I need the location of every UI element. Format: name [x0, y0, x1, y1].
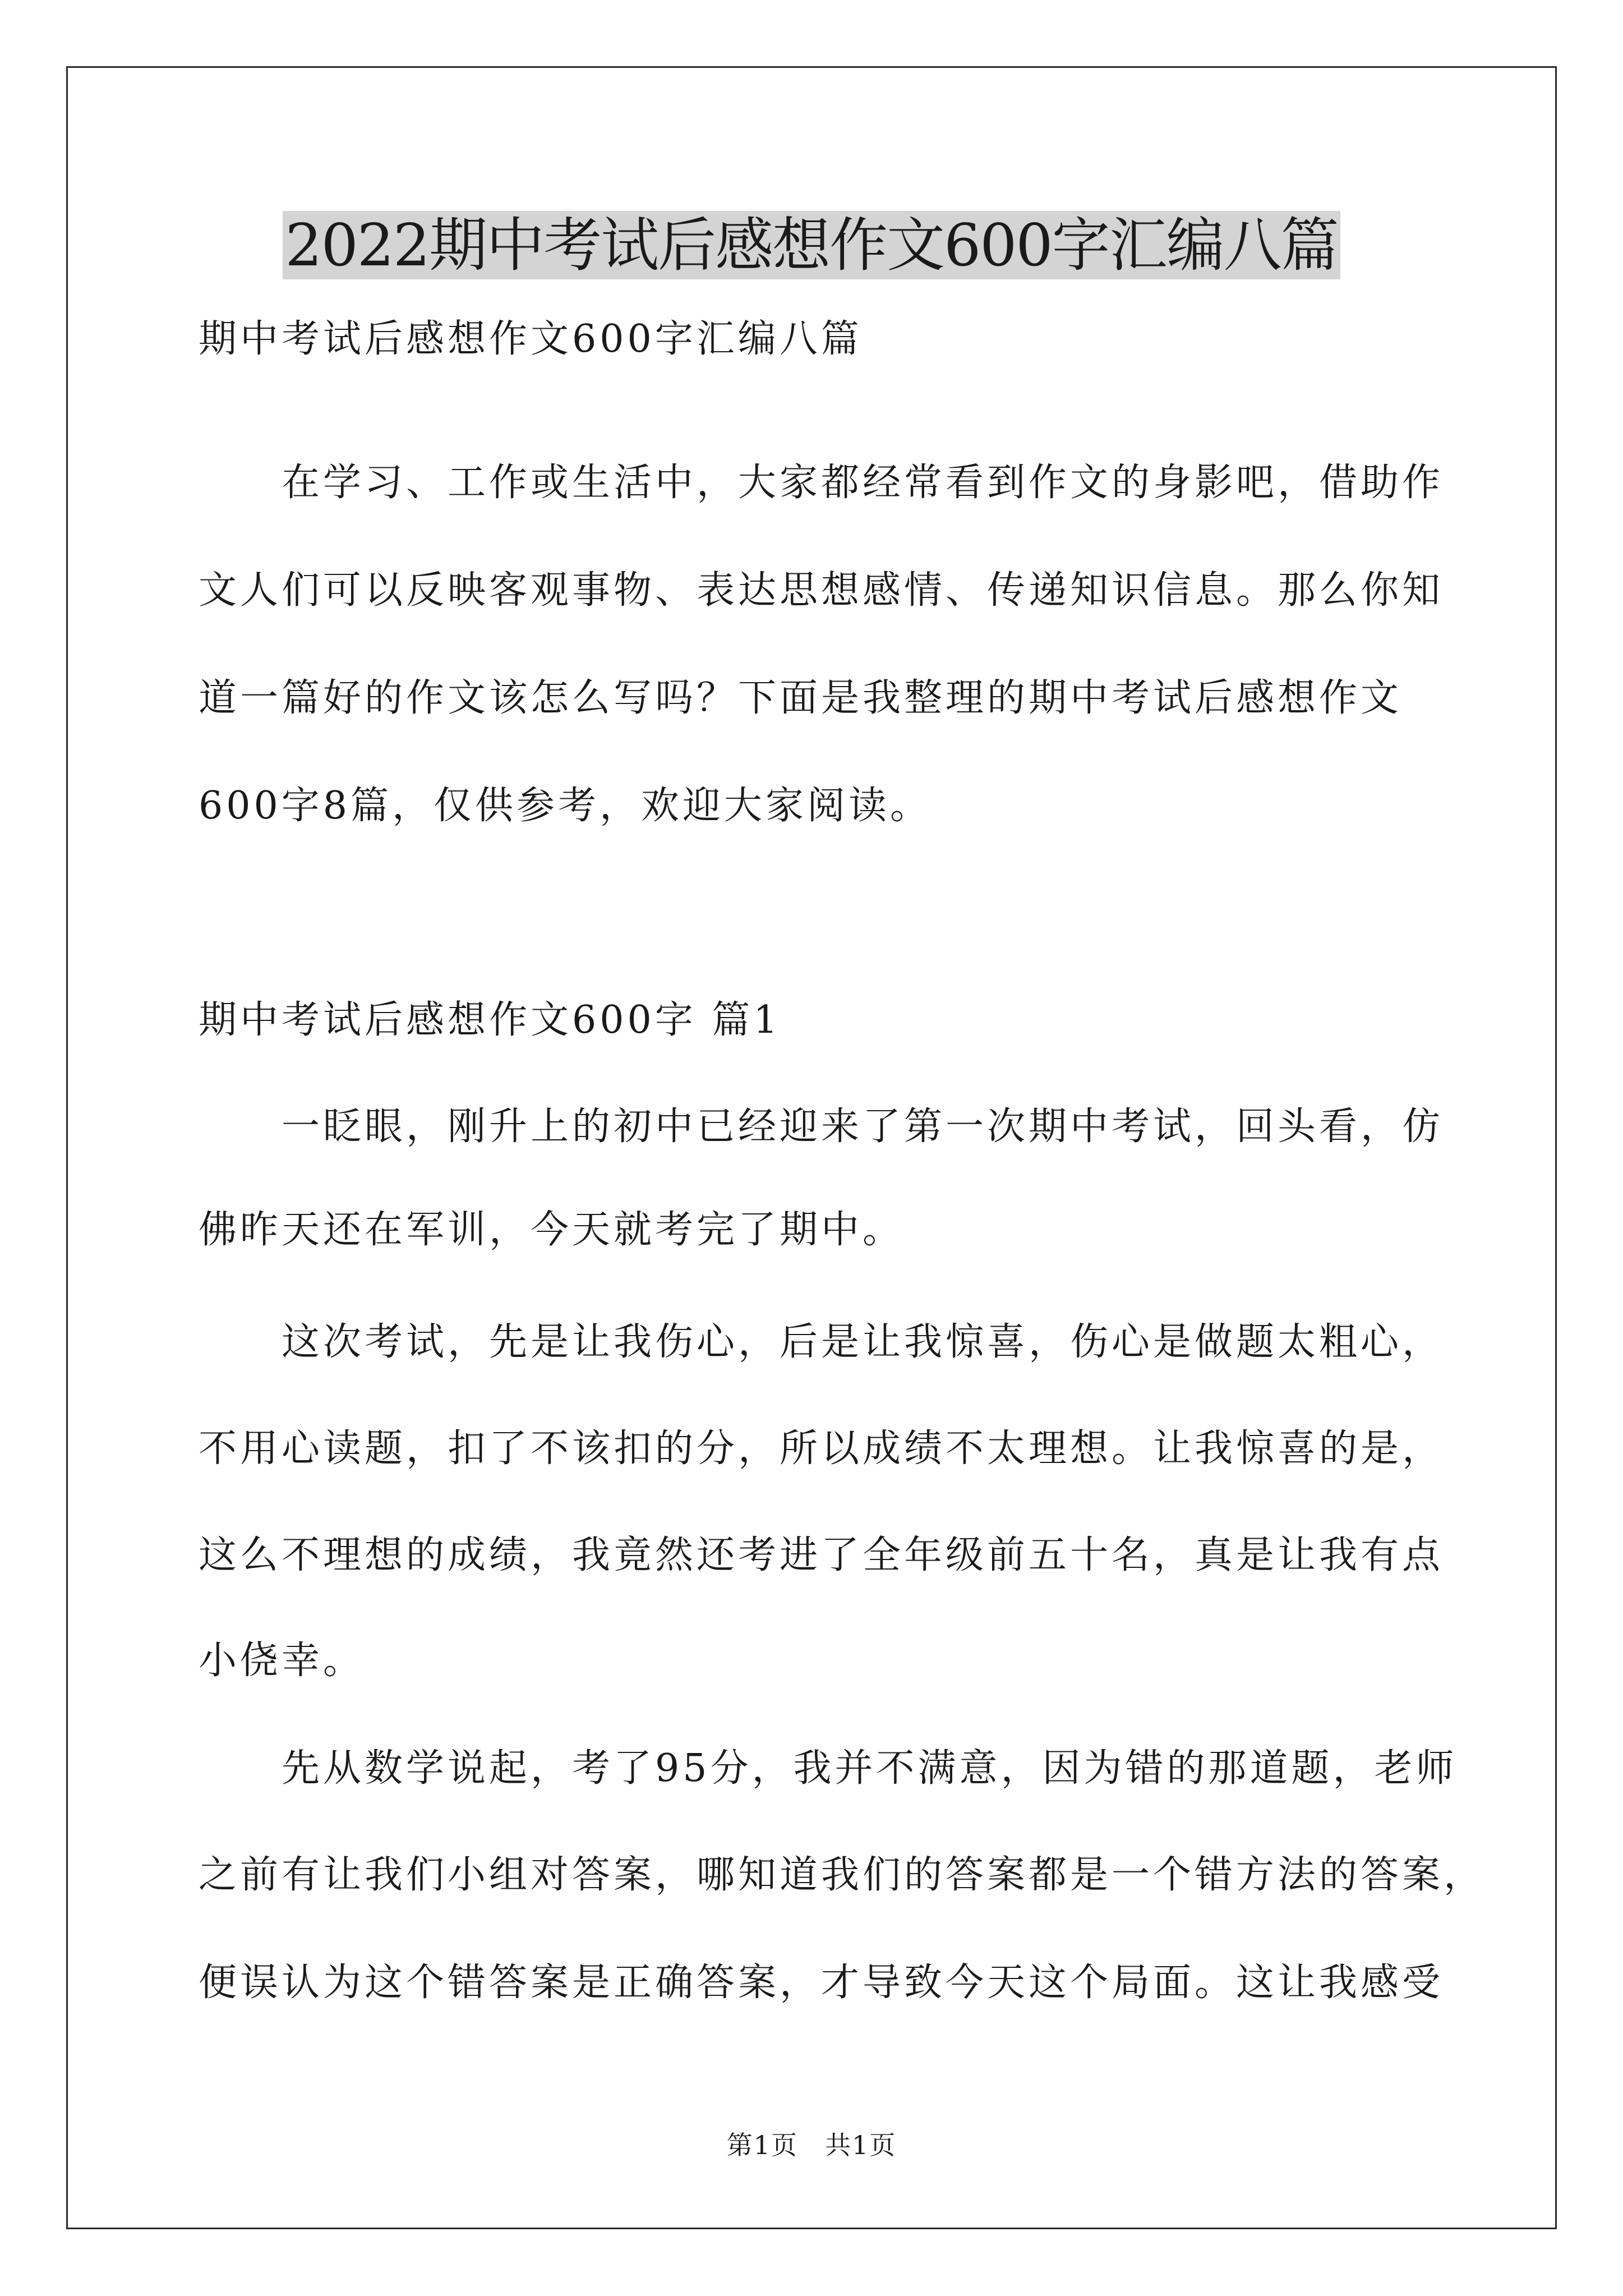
document-subtitle: 期中考试后感想作文600字汇编八篇	[199, 317, 863, 361]
intro-line: 600字8篇，仅供参考，欢迎大家阅读。	[199, 784, 932, 828]
paragraph-line: 之前有让我们小组对答案，哪知道我们的答案都是一个错方法的答案，	[199, 1853, 1486, 1897]
paragraph-line: 佛昨天还在军训，今天就考完了期中。	[199, 1208, 905, 1252]
paragraph-line: 这次考试，先是让我伤心，后是让我惊喜，伤心是做题太粗心，	[199, 1320, 1444, 1364]
paragraph-line: 一眨眼，刚升上的初中已经迎来了第一次期中考试，回头看，仿	[199, 1105, 1444, 1149]
paragraph-line: 便误认为这个错答案是正确答案，才导致今天这个局面。这让我感受	[199, 1961, 1444, 2005]
document-title-text: 2022期中考试后感想作文600字汇编八篇	[283, 211, 1340, 279]
paragraph-line: 小侥幸。	[199, 1639, 365, 1683]
section-heading: 期中考试后感想作文600字 篇1	[199, 998, 781, 1042]
intro-line: 文人们可以反映客观事物、表达思想感情、传递知识信息。那么你知	[199, 568, 1444, 613]
intro-line: 在学习、工作或生活中，大家都经常看到作文的身影吧，借助作	[199, 461, 1444, 505]
page-number: 第1页 共1页	[726, 2130, 897, 2160]
document-title	[0, 209, 1623, 282]
paragraph-line: 先从数学说起，考了95分，我并不满意，因为错的那道题，老师	[199, 1746, 1458, 1791]
paragraph-line: 这么不理想的成绩，我竟然还考进了全年级前五十名，真是让我有点	[199, 1533, 1444, 1577]
intro-line: 道一篇好的作文该怎么写吗？下面是我整理的期中考试后感想作文	[199, 676, 1403, 720]
paragraph-line: 不用心读题，扣了不该扣的分，所以成绩不太理想。让我惊喜的是，	[199, 1427, 1444, 1471]
